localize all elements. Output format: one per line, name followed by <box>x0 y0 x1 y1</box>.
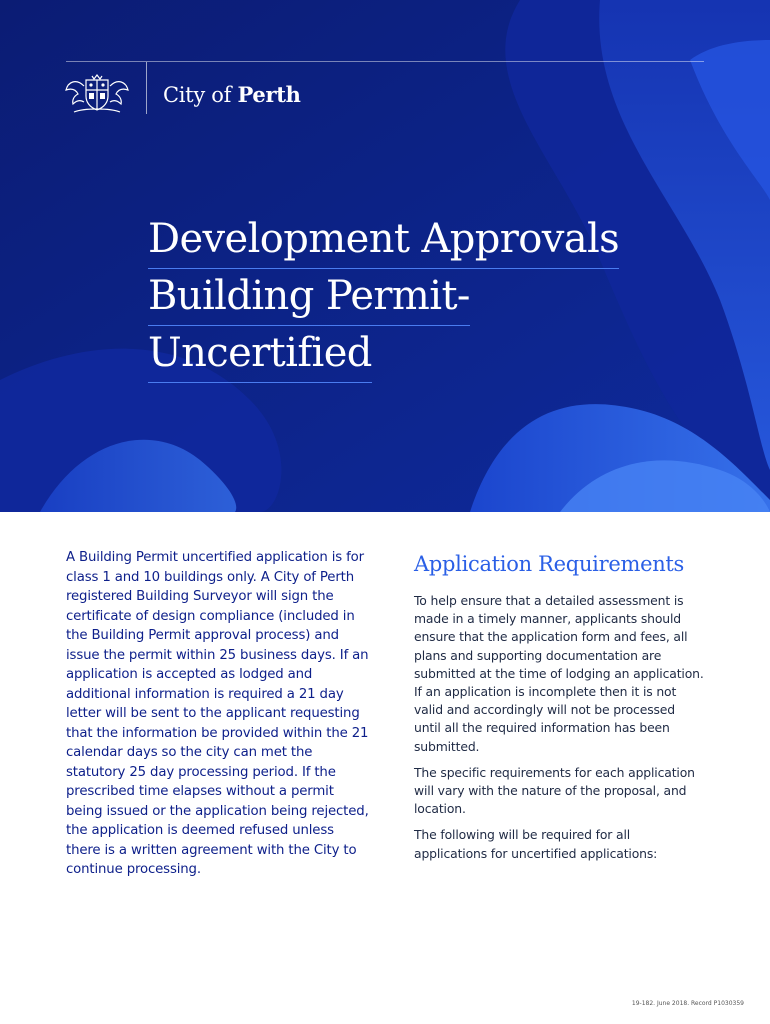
logo-divider <box>146 62 147 114</box>
section-heading: Application Requirements <box>414 552 685 576</box>
wordmark-light: City of <box>163 83 232 107</box>
document-reference: 19-182. June 2018. Record P1030359 <box>631 1000 744 1007</box>
requirements-paragraph-1: To help ensure that a detailed assessment is made in a timely manner, applicants should ensure that the application form and fees, all plans and supporting documentation are submitted at the time of lodging an application. If an application is incomplete then it is not valid and accordingly will not be processed until all the required information has been submitted. <box>414 593 704 754</box>
title-line-1: Development Approvals <box>148 212 619 269</box>
city-of-perth-crest-icon <box>64 74 130 116</box>
application-requirements-section <box>414 548 704 871</box>
requirements-paragraph-3: The following will be required for all applications for uncertified applications: <box>414 827 658 861</box>
intro-paragraph: A Building Permit uncertified application is for class 1 and 10 buildings only. A City of Perth registered Building Surveyor will sign the certificate of design compliance (included in the Building Permit approval process) and issue the permit within 25 business days. If an application is accepted as lodged and additional information is required a 21 day letter will be sent to the applicant requesting that the information be provided within the 21 calendar days so the city can met the statutory 25 day processing period. If the prescribed time elapses without a permit being issued or the application being rejected, the application is deemed refused unless there is a written agreement with the City to continue processing. <box>66 550 369 877</box>
requirements-paragraph-2: The specific requirements for each application will vary with the nature of the proposal, and location. <box>414 764 695 817</box>
city-of-perth-wordmark <box>163 82 301 107</box>
page-title <box>148 212 619 383</box>
title-line-3: Uncertified <box>148 326 372 383</box>
wordmark-bold: Perth <box>237 82 301 107</box>
title-line-2: Building Permit- <box>148 269 470 326</box>
header-rule <box>66 61 704 62</box>
